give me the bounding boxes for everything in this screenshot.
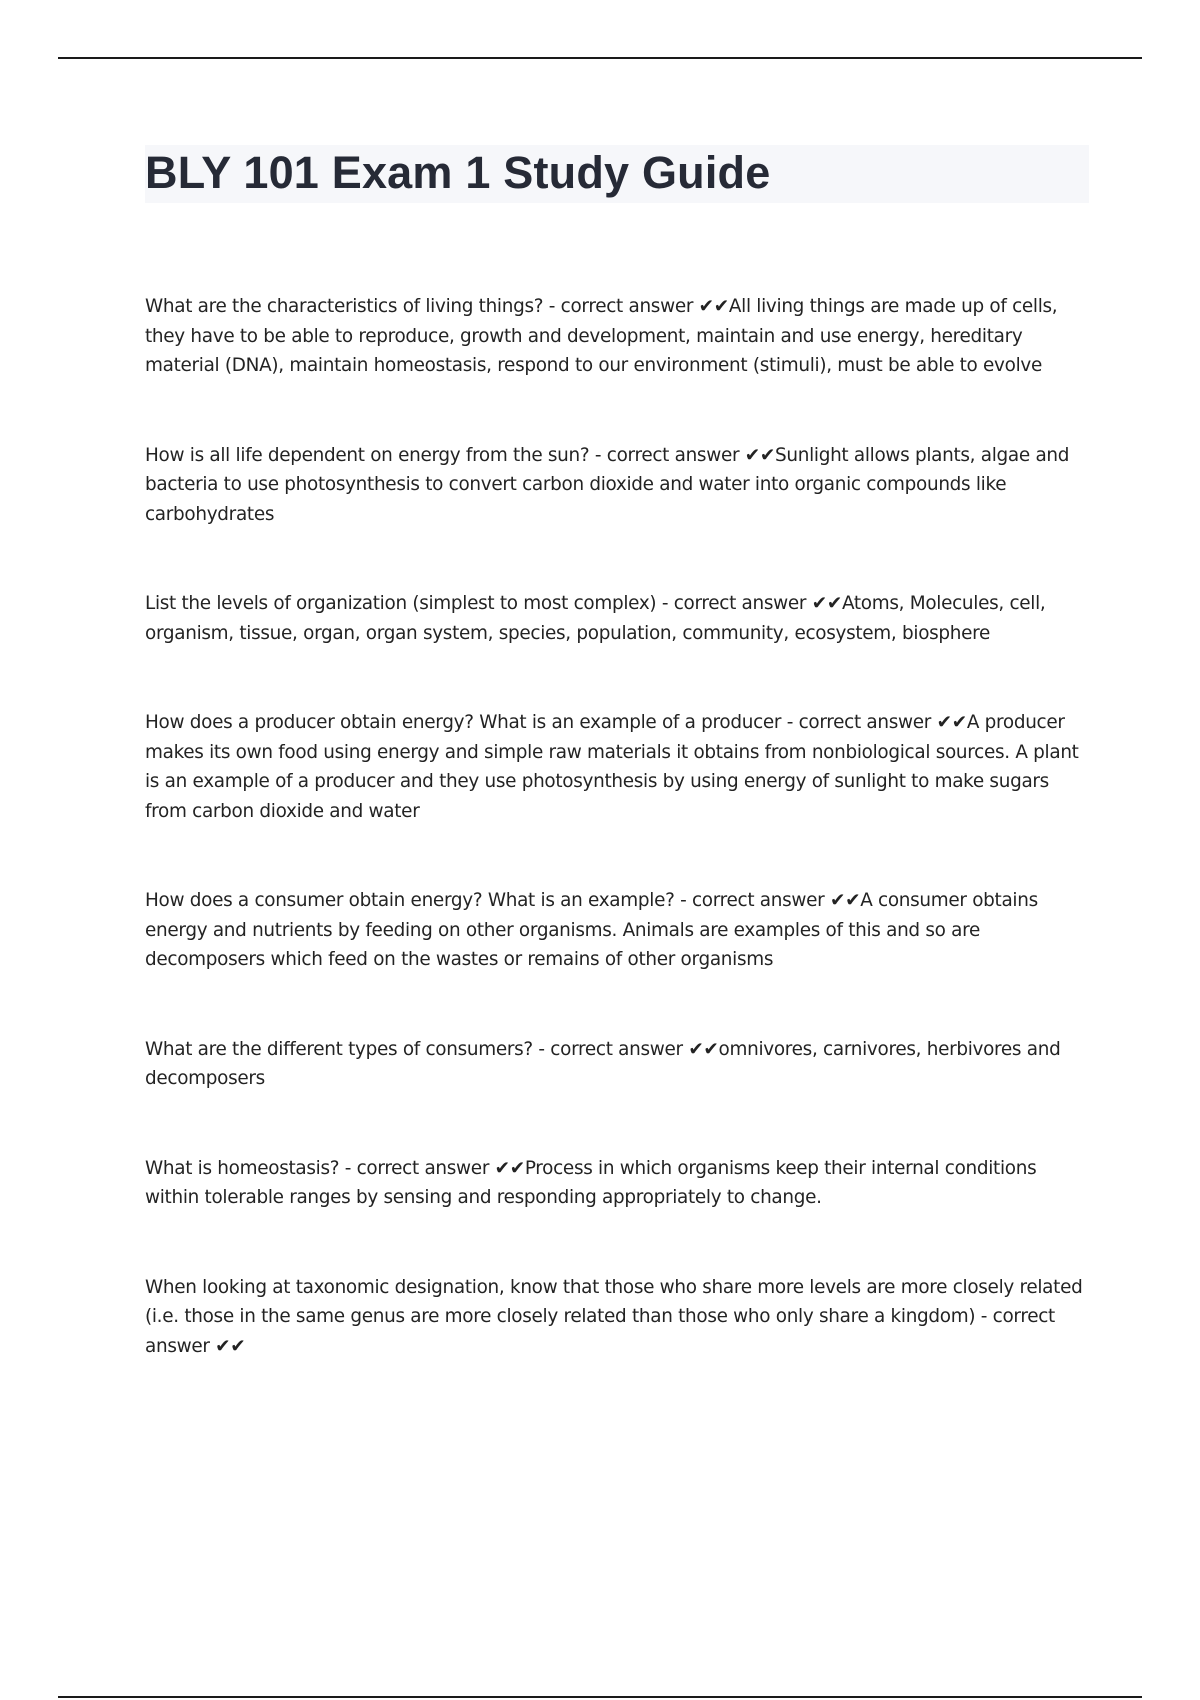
qa-item: What is homeostasis? - correct answer ✔✔Process in which organisms keep their internal conditions within tolerable ranges by sensing and responding appropriately to change. <box>145 1157 1037 1208</box>
page-title: BLY 101 Exam 1 Study Guide <box>145 147 771 198</box>
qa-list <box>145 292 1095 1421</box>
bottom-divider <box>58 1696 1142 1698</box>
qa-item: What are the different types of consumers? - correct answer ✔✔omnivores, carnivores, herbivores and decomposers <box>145 1038 1061 1089</box>
qa-item: List the levels of organization (simplest to most complex) - correct answer ✔✔Atoms, Molecules, cell, organism, tissue, organ, organ system, species, population, community, ecosystem, biosphere <box>145 593 1046 644</box>
top-divider <box>58 57 1142 59</box>
qa-item: How is all life dependent on energy from the sun? - correct answer ✔✔Sunlight allows plants, algae and bacteria to use photosynthesis to convert carbon dioxide and water into organic compounds like carbohydrates <box>145 444 1070 525</box>
qa-item: How does a producer obtain energy? What is an example of a producer - correct answer ✔✔A producer makes its own food using energy and simple raw materials it obtains from nonbiological sources. A plant is an example of a producer and they use photosynthesis by using energy of sunlight to make sugars from carbon dioxide and water <box>145 712 1079 822</box>
qa-item: How does a consumer obtain energy? What is an example? - correct answer ✔✔A consumer obtains energy and nutrients by feeding on other organisms. Animals are examples of this and so are decomposers which feed on the wastes or remains of other organisms <box>145 890 1038 970</box>
qa-item: What are the characteristics of living things? - correct answer ✔✔All living things are made up of cells, they have to be able to reproduce, growth and development, maintain and use energy, hereditary material (DNA), maintain homeostasis, respond to our environment (stimuli), must be able to evolve <box>145 296 1058 376</box>
qa-item: When looking at taxonomic designation, know that those who share more levels are more closely related (i.e. those in the same genus are more closely related than those who only share a kingdom) - correct answer ✔✔ <box>145 1276 1083 1357</box>
